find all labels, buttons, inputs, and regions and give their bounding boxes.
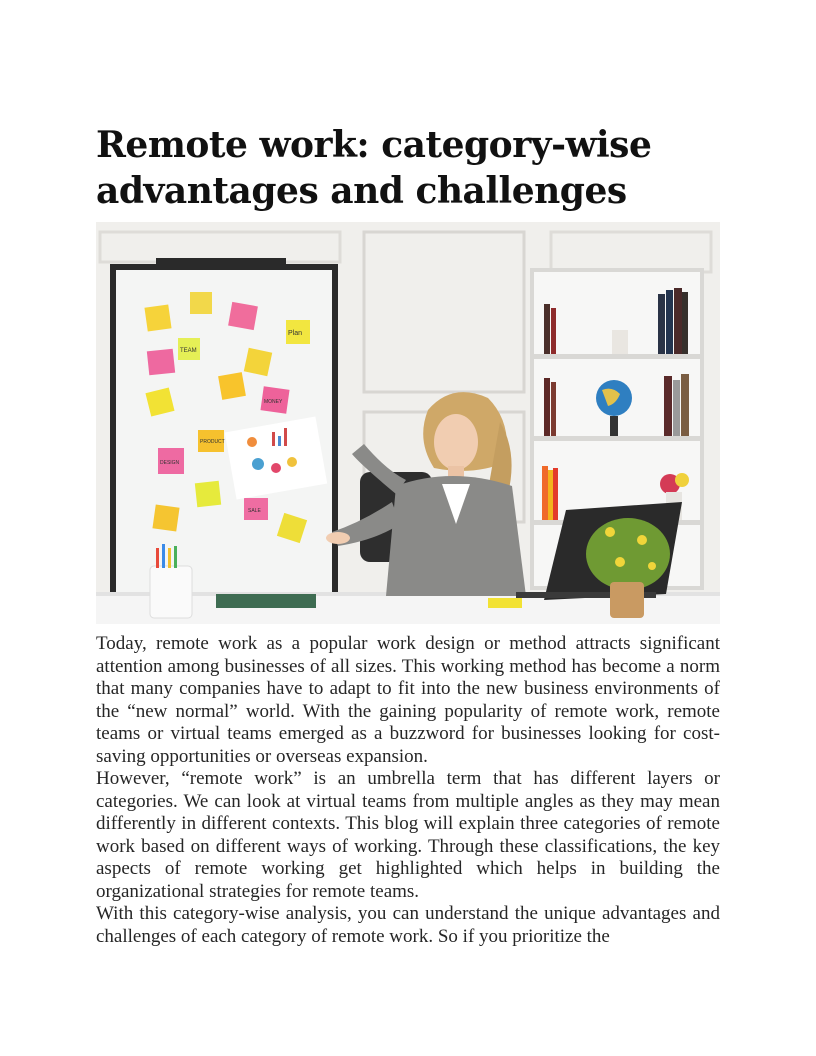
page-title: Remote work: category-wise advantages and challenges — [96, 124, 652, 212]
article-body — [96, 633, 720, 948]
svg-text:Plan: Plan — [288, 330, 303, 337]
svg-text:MONEY: MONEY — [264, 399, 283, 405]
paragraph: With this category-wise analysis, you can understand the unique advantages and challenges of each category of remote work. So if you prioritize the — [96, 903, 720, 947]
svg-text:DESIGN: DESIGN — [160, 460, 180, 466]
hero-image — [96, 222, 720, 624]
svg-text:SALE: SALE — [248, 508, 261, 514]
paragraph: Today, remote work as a popular work design or method attracts significant attention among businesses of all sizes. This working method has become a norm that many companies have to adapt to fit into the new business environments of the “new normal” world. With the gaining popularity of remote work, remote teams or virtual teams emerged as a buzzword for businesses looking for cost-saving opportunities or overseas expansion. — [96, 633, 720, 767]
svg-text:TEAM: TEAM — [180, 348, 197, 354]
svg-text:PRODUCT: PRODUCT — [200, 439, 225, 445]
paragraph: However, “remote work” is an umbrella term that has different layers or categories. We can look at virtual teams from multiple angles as they may mean differently in different contexts. This blog will explain three categories of remote work based on different ways of working. Through these classifications, the key aspects of remote working get highlighted which helps in building the organizational strategies for remote teams. — [96, 768, 720, 902]
